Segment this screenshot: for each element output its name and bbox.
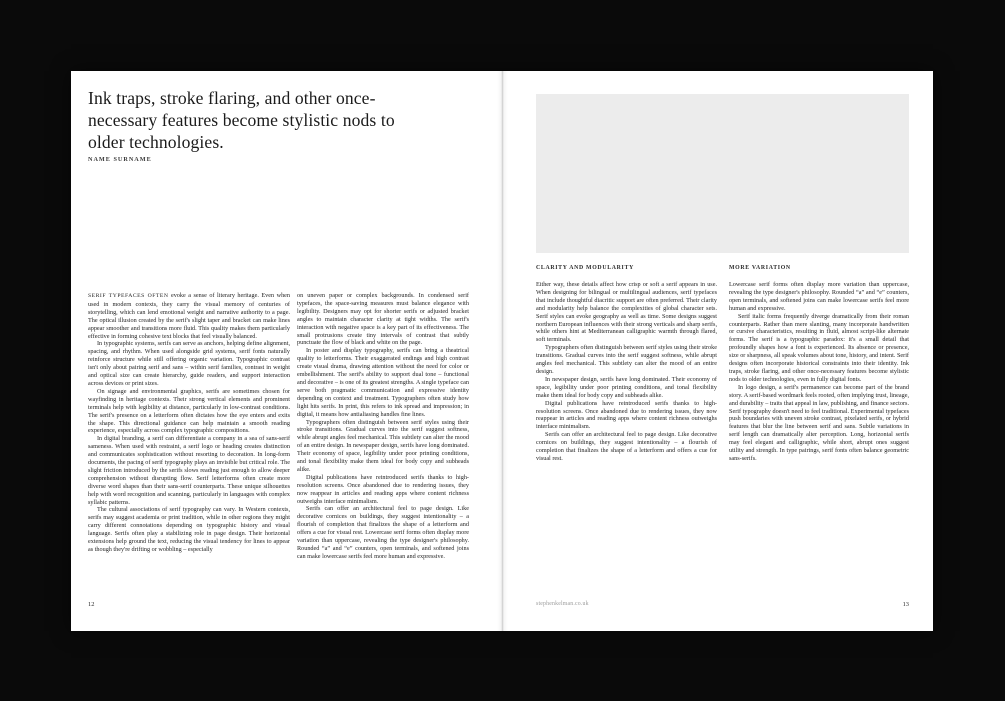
body-paragraph: Lowercase serif forms often display more variation than uppercase, revealing the type designer's philosophy. Rounded “a” and “e” counters, open terminals, and softened joins can make lowercase serifs feel more human and expressive.: [729, 281, 909, 312]
page-number-left: 12: [88, 601, 95, 608]
byline: NAME SURNAME: [88, 156, 152, 163]
body-paragraph: Serifs can offer an architectural feel to page design. Like decorative cornices on buildings, they suggest intentionality – a flourish of completion that finalizes the shape of a letterform and offers a cue for visual rest. Lowercase serif forms often display more variation than uppercase, revealing the type designer's philosophy. Rounded “a” and “e” counters, open terminals, and softened joins can make lowercase serifs feel more human and expressive.: [297, 505, 469, 560]
body-paragraph: Either way, these details affect how crisp or soft a serif appears in use. When designing for bilingual or multilingual audiences, serif typefaces that include thoughtful diacritic support are often preferred. Their clarity and modularity help balance the complexities of global character sets. Serif styles can evoke geography as well as time. Some designs suggest northern European influences with their strong verticals and sharp serifs, while others hint at Mediterranean calligraphic warmth through flared, soft terminals.: [536, 281, 717, 344]
body-paragraph: In typographic systems, serifs can serve as anchors, helping define alignment, spacing, and rhythm. When used alongside grid systems, serif fonts naturally reinforce structure while still offering organic variation. Typographic contrast isn't only about pairing serif and sans – within serif families, contrast in weight and optical size can create hierarchy, guide readers, and support interaction across devices or print sizes.: [88, 340, 290, 387]
body-paragraph: Serifs can offer an architectural feel to page design. Like decorative cornices on buildings, they suggest intentionality – a flourish of completion that finalizes the shape of a letterform and offers a cue for visual rest.: [536, 431, 717, 462]
body-paragraph: In digital branding, a serif can differentiate a company in a sea of sans-serif sameness. When used with restraint, a serif logo or heading creates distinction and communicates sophistication without resorting to decoration. In long-form documents, the pacing of serif typography plays an invisible but critical role. The slight friction introduced by the serifs slows reading just enough to allow deeper comprehension without disrupting flow. Serif letterforms often create more diverse word shapes than their sans-serif counterparts. These unique silhouettes help with word recognition and scanning, particularly in languages with complex syllabic patterns.: [88, 435, 290, 506]
lead-in-caps: SERIF TYPEFACES OFTEN: [88, 293, 169, 299]
body-paragraph: The cultural associations of serif typography can vary. In Western contexts, serifs may suggest academia or print tradition, while in other regions they might carry different connotations depending on typographic history and visual language. Serifs often play a stabilizing role in page design. Their horizontal extensions help ground the text, reducing the visual tendency for lines to appear as though they're drifting or wobbling – especially: [88, 506, 290, 553]
left-page-column-1: [88, 292, 290, 554]
section-header-clarity: CLARITY AND MODULARITY: [536, 265, 634, 271]
footer-url: stephenkelman.co.uk: [536, 601, 589, 607]
body-paragraph: In logo design, a serif's permanence can become part of the brand story. A serif-based wordmark feels rooted, often implying trust, lineage, and durability – traits that appeal in law, publishing, and finance sectors. Serif typography doesn't need to feel traditional. Experimental typefaces push boundaries with uneven stroke contrast, pixelated serifs, or hybrid features that blur the line between serif and sans. Subtle variations in serif length can dramatically alter perception. Long, horizontal serifs may feel elegant and calligraphic, while short, abrupt ones suggest utility and strength. In type pairings, serif fonts often balance geometric sans-serifs.: [729, 383, 909, 462]
headline-line: necessary features become stylistic nods to: [88, 110, 395, 130]
body-paragraph: Typographers often distinguish between serif styles using their stroke transitions. Gradual curves into the serif suggest softness, while abrupt angles feel mechanical. This subtlety can alter the mood of an entire design.: [536, 344, 717, 375]
left-page-column-2: [297, 292, 469, 561]
headline-line: Ink traps, stroke flaring, and other once-: [88, 88, 376, 108]
body-paragraph: In newspaper design, serifs have long dominated. Their economy of space, legibility under poor printing conditions, and tonal flexibility make them ideal for body copy and subheads alike.: [536, 375, 717, 399]
body-paragraph: [88, 292, 290, 340]
section-header-variation: MORE VARIATION: [729, 265, 791, 271]
right-page-column-1: [536, 265, 717, 463]
body-paragraph: Serif italic forms frequently diverge dramatically from their roman counterparts. Rather than mere slanting, many incorporate handwritten or cursive characteristics, resulting in fluid, almost script-like alternate forms. The serif is a typographic paradox: it's a small detail that profoundly shapes how a font is experienced. Its absence or presence, size or sharpness, all speak volumes about tone, history, and intent. Serif designs often incorporate historical constraints into their identity. Ink traps, stroke flaring, and other once-necessary features become stylistic nods to older technologies, even in fully digital fonts.: [729, 312, 909, 383]
spread-fold-line: [497, 71, 508, 631]
body-paragraph: Digital publications have reintroduced serifs thanks to high-resolution screens. Once abandoned due to rendering issues, they now reappear in articles and reading apps where content richness outweighs interface minimalism.: [297, 473, 469, 505]
body-paragraph: In poster and display typography, serifs can bring a theatrical quality to letterforms. Their exaggerated endings and high contrast create visual drama, drawing attention without the need for color or embellishment. The serif's ability to support dual tone – functional and decorative – is one of its greatest strengths. A single typeface can serve both pragmatic communication and expressive identity depending on context and treatment. Typographers often study how light hits serifs. In print, this refers to ink spread and impression; in digital, it means how antialiasing handles fine lines.: [297, 347, 469, 418]
body-paragraph: On signage and environmental graphics, serifs are sometimes chosen for wayfinding in heritage contexts. Their strong vertical elements and prominent terminals help with legibility at distance, particularly in low-contrast conditions. The serif's presence on a letterform often dictates how the eye enters and exits the shape. This directional guidance can help maintain a smooth reading experience, especially across complex typographic compositions.: [88, 387, 290, 435]
right-page-column-2: [729, 265, 909, 463]
image-placeholder: [536, 94, 909, 253]
page-number-right: 13: [902, 601, 909, 608]
headline-line: older technologies.: [88, 132, 224, 152]
lead-in-rest: evoke a sense of literary heritage. Even when used in modern contexts, they carry the visual memory of centuries of storytelling, which can lend emotional weight and narrative authority to a page. The optical illusion created by the serif's slight taper and bracket can make lines appear smoother and transitions more fluid. This quality makes them particularly effective in forming cohesive text blocks that feel visually balanced.: [88, 292, 290, 340]
magazine-spread: [71, 71, 933, 631]
body-paragraph: Digital publications have reintroduced serifs thanks to high-resolution screens. Once abandoned due to rendering issues, they now reappear in articles and reading apps where content richness outweighs interface minimalism.: [536, 399, 717, 431]
body-paragraph: Typographers often distinguish between serif styles using their stroke transitions. Gradual curves into the serif suggest softness, while abrupt angles feel mechanical. This subtlety can alter the mood of an entire design. In newspaper design, serifs have long dominated. Their economy of space, legibility under poor printing conditions, and tonal flexibility make them ideal for body copy and subheads alike.: [297, 418, 469, 473]
body-paragraph: on uneven paper or complex backgrounds. In condensed serif typefaces, the space-saving measures must balance elegance with legibility. Designers may opt for shorter serifs or adjusted bracket angles to maintain character clarity at tight widths. The serif's interaction with negative space is a key part of its effectiveness. The small protrusions create tiny intervals of contrast that subtly punctuate the flow of black and white on the page.: [297, 292, 469, 347]
article-headline: [88, 87, 408, 153]
